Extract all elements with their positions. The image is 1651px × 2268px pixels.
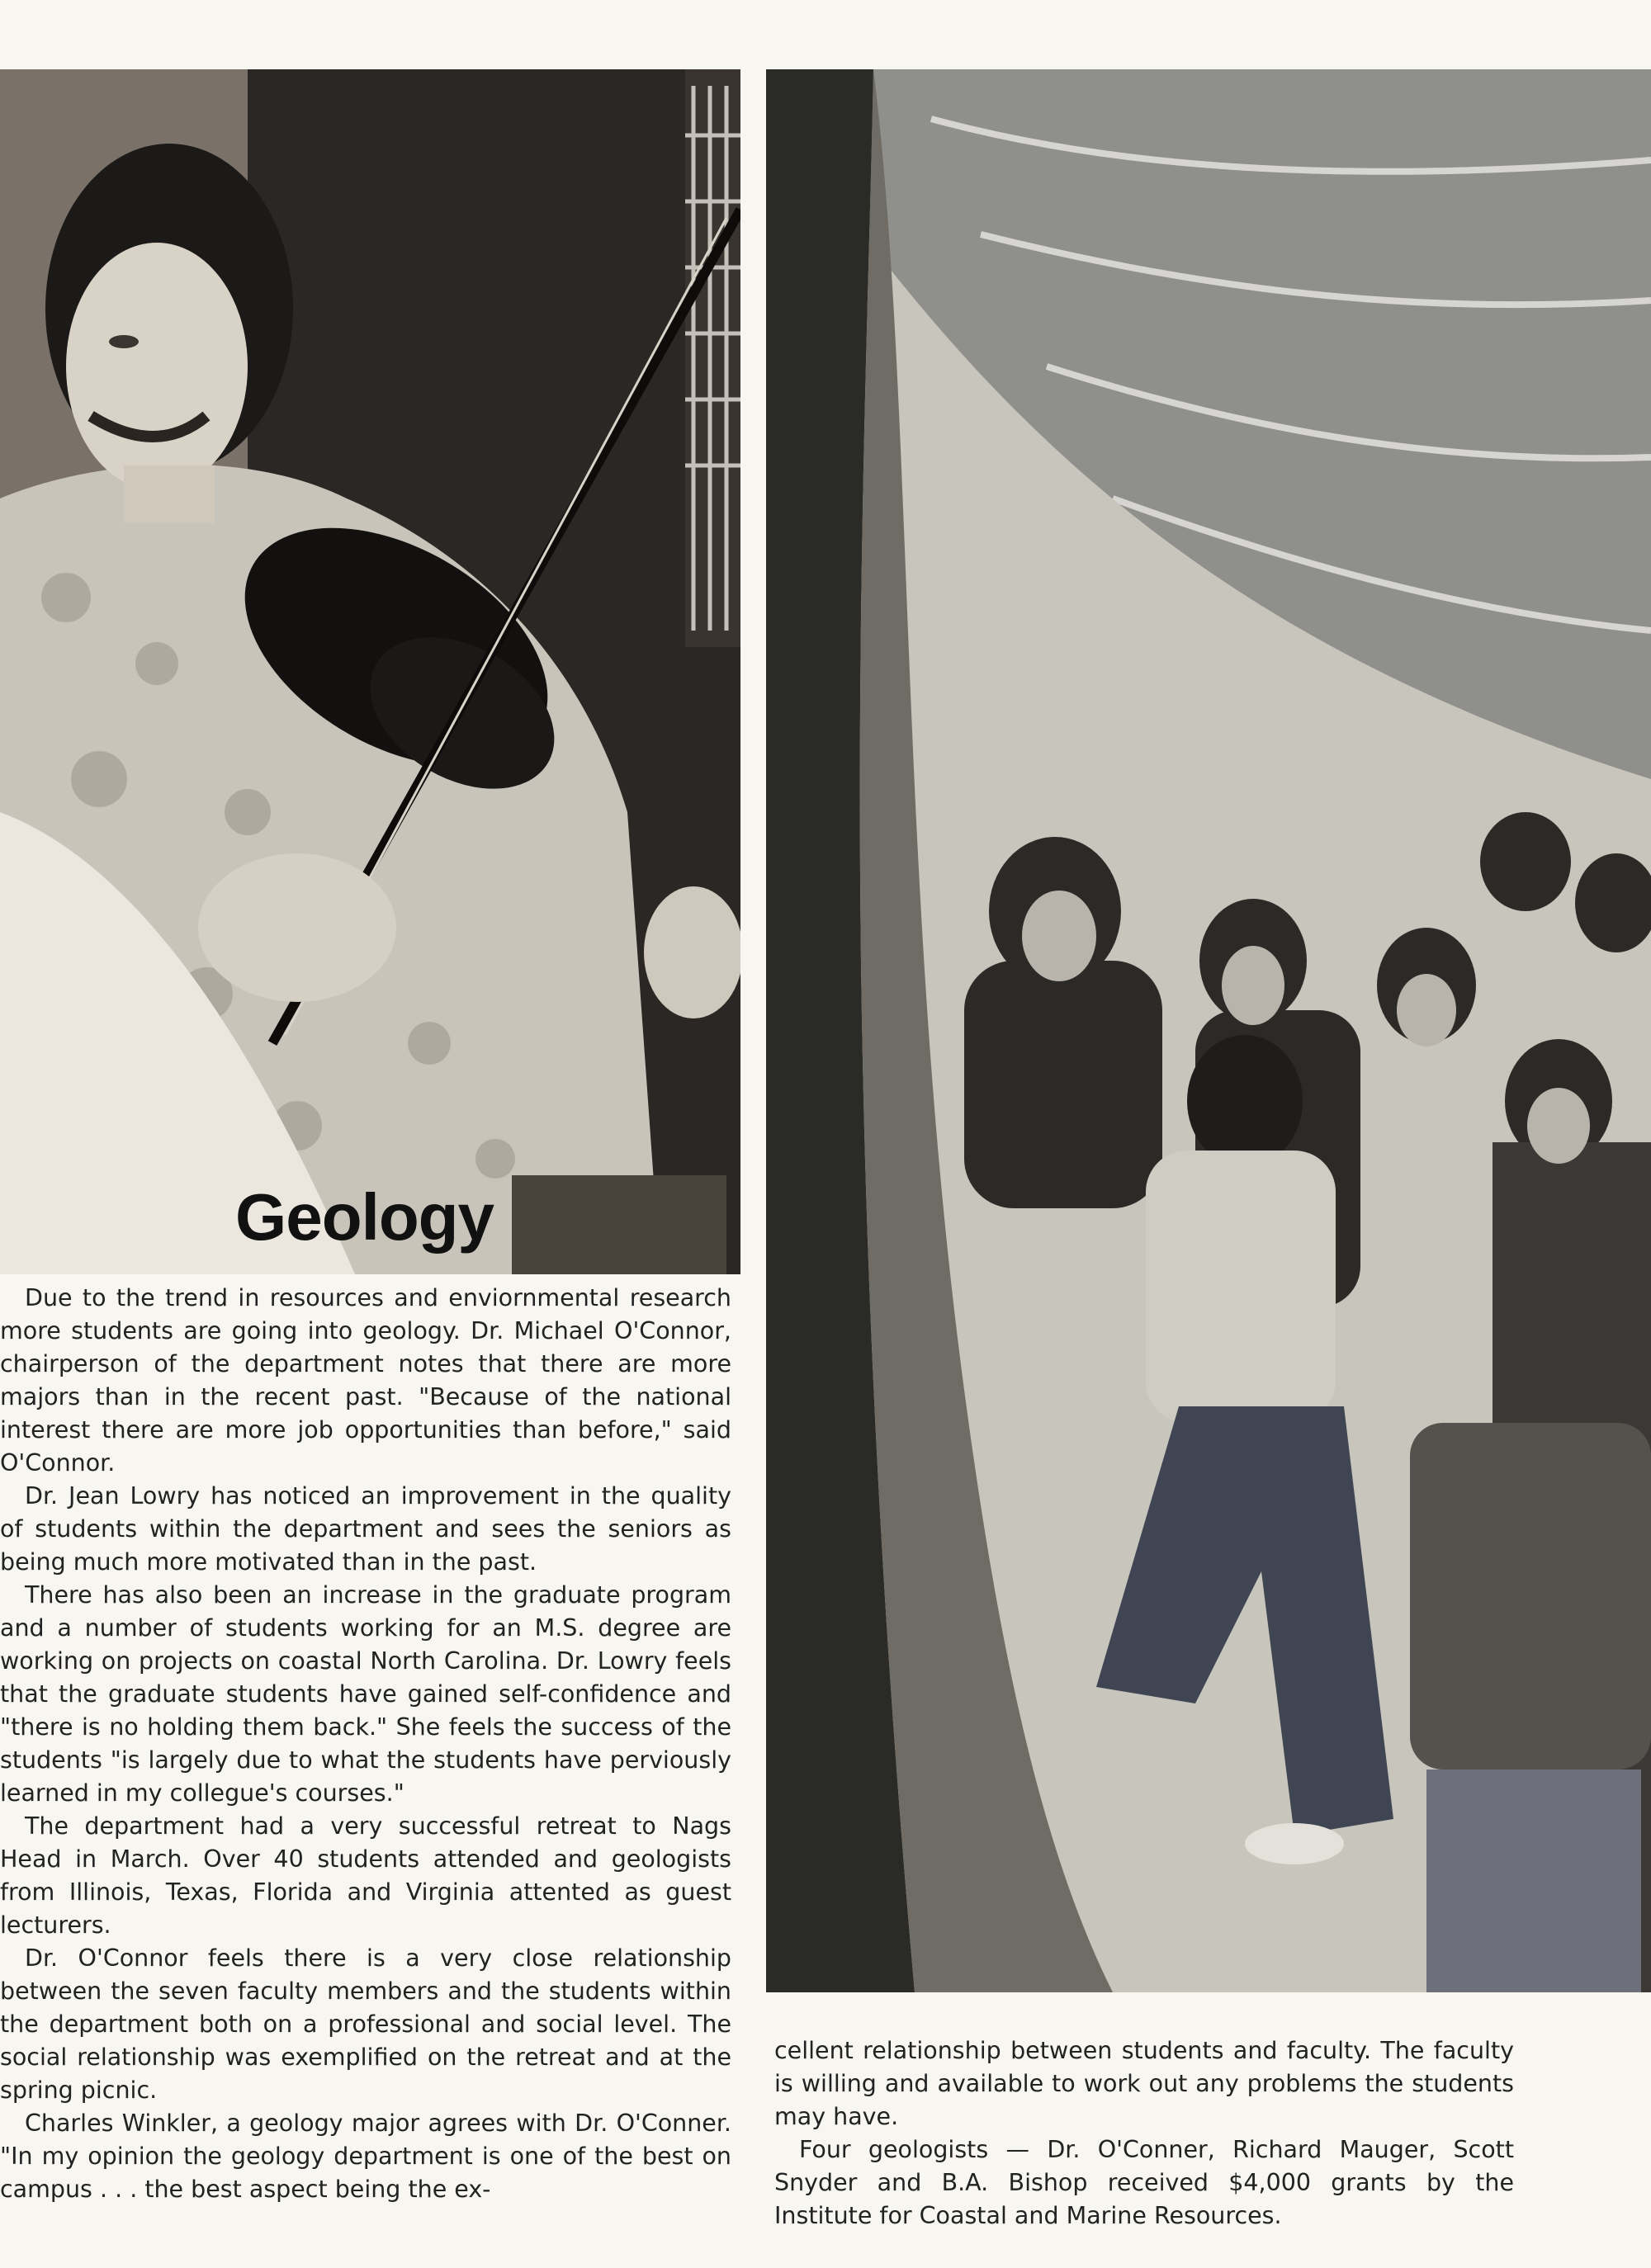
article-paragraph: Dr. Jean Lowry has noticed an improvement in the quality of students within the department and sees the seniors as being much more motivated than in the past.	[0, 1482, 731, 1576]
beach-field-trip-illustration	[766, 69, 1651, 1992]
article-paragraph: There has also been an increase in the graduate program and a number of students working for an M.S. degree are working on projects on coastal North Carolina. Dr. Lowry feels that the graduate students have gained self-confidence and "there is no holding them back." She feels the success of the students "is largely due to what the students have perviously learned in my collegue's courses."	[0, 1581, 731, 1807]
article-column-right	[774, 2034, 1514, 2233]
violinist-photo	[0, 69, 740, 1274]
article-paragraph: Charles Winkler, a geology major agrees with Dr. O'Conner. "In my opinion the geology department is one of the best on campus . . . the best aspect being the ex-	[0, 2110, 731, 2203]
beach-field-trip-photo	[766, 69, 1651, 1992]
article-paragraph: Dr. O'Connor feels there is a very close relationship between the seven faculty members and the students within the department both on a professional and social level. The social relationship was exemplified on the retreat and at the spring picnic.	[0, 1944, 731, 2104]
article-paragraph: Due to the trend in resources and enviornmental research more students are going into geology. Dr. Michael O'Connor, chairperson of the department notes that there are more majors than in the recent past. "Because of the national interest there are more job opportunities than before," said O'Connor.	[0, 1284, 731, 1477]
article-paragraph: Four geologists — Dr. O'Conner, Richard Mauger, Scott Snyder and B.A. Bishop received $4,000 grants by the Institute for Coastal and Marine Resources.	[774, 2136, 1514, 2229]
article-paragraph: cellent relationship between students and faculty. The faculty is willing and available to work out any problems the students may have.	[774, 2037, 1514, 2130]
page-title: Geology	[235, 1180, 494, 1254]
article-paragraph: The department had a very successful retreat to Nags Head in March. Over 40 students attended and geologists from Illinois, Texas, Florida and Virginia attented as guest lecturers.	[0, 1812, 731, 1939]
violinist-photo-illustration	[0, 69, 740, 1274]
article-column-left	[0, 1282, 731, 2206]
